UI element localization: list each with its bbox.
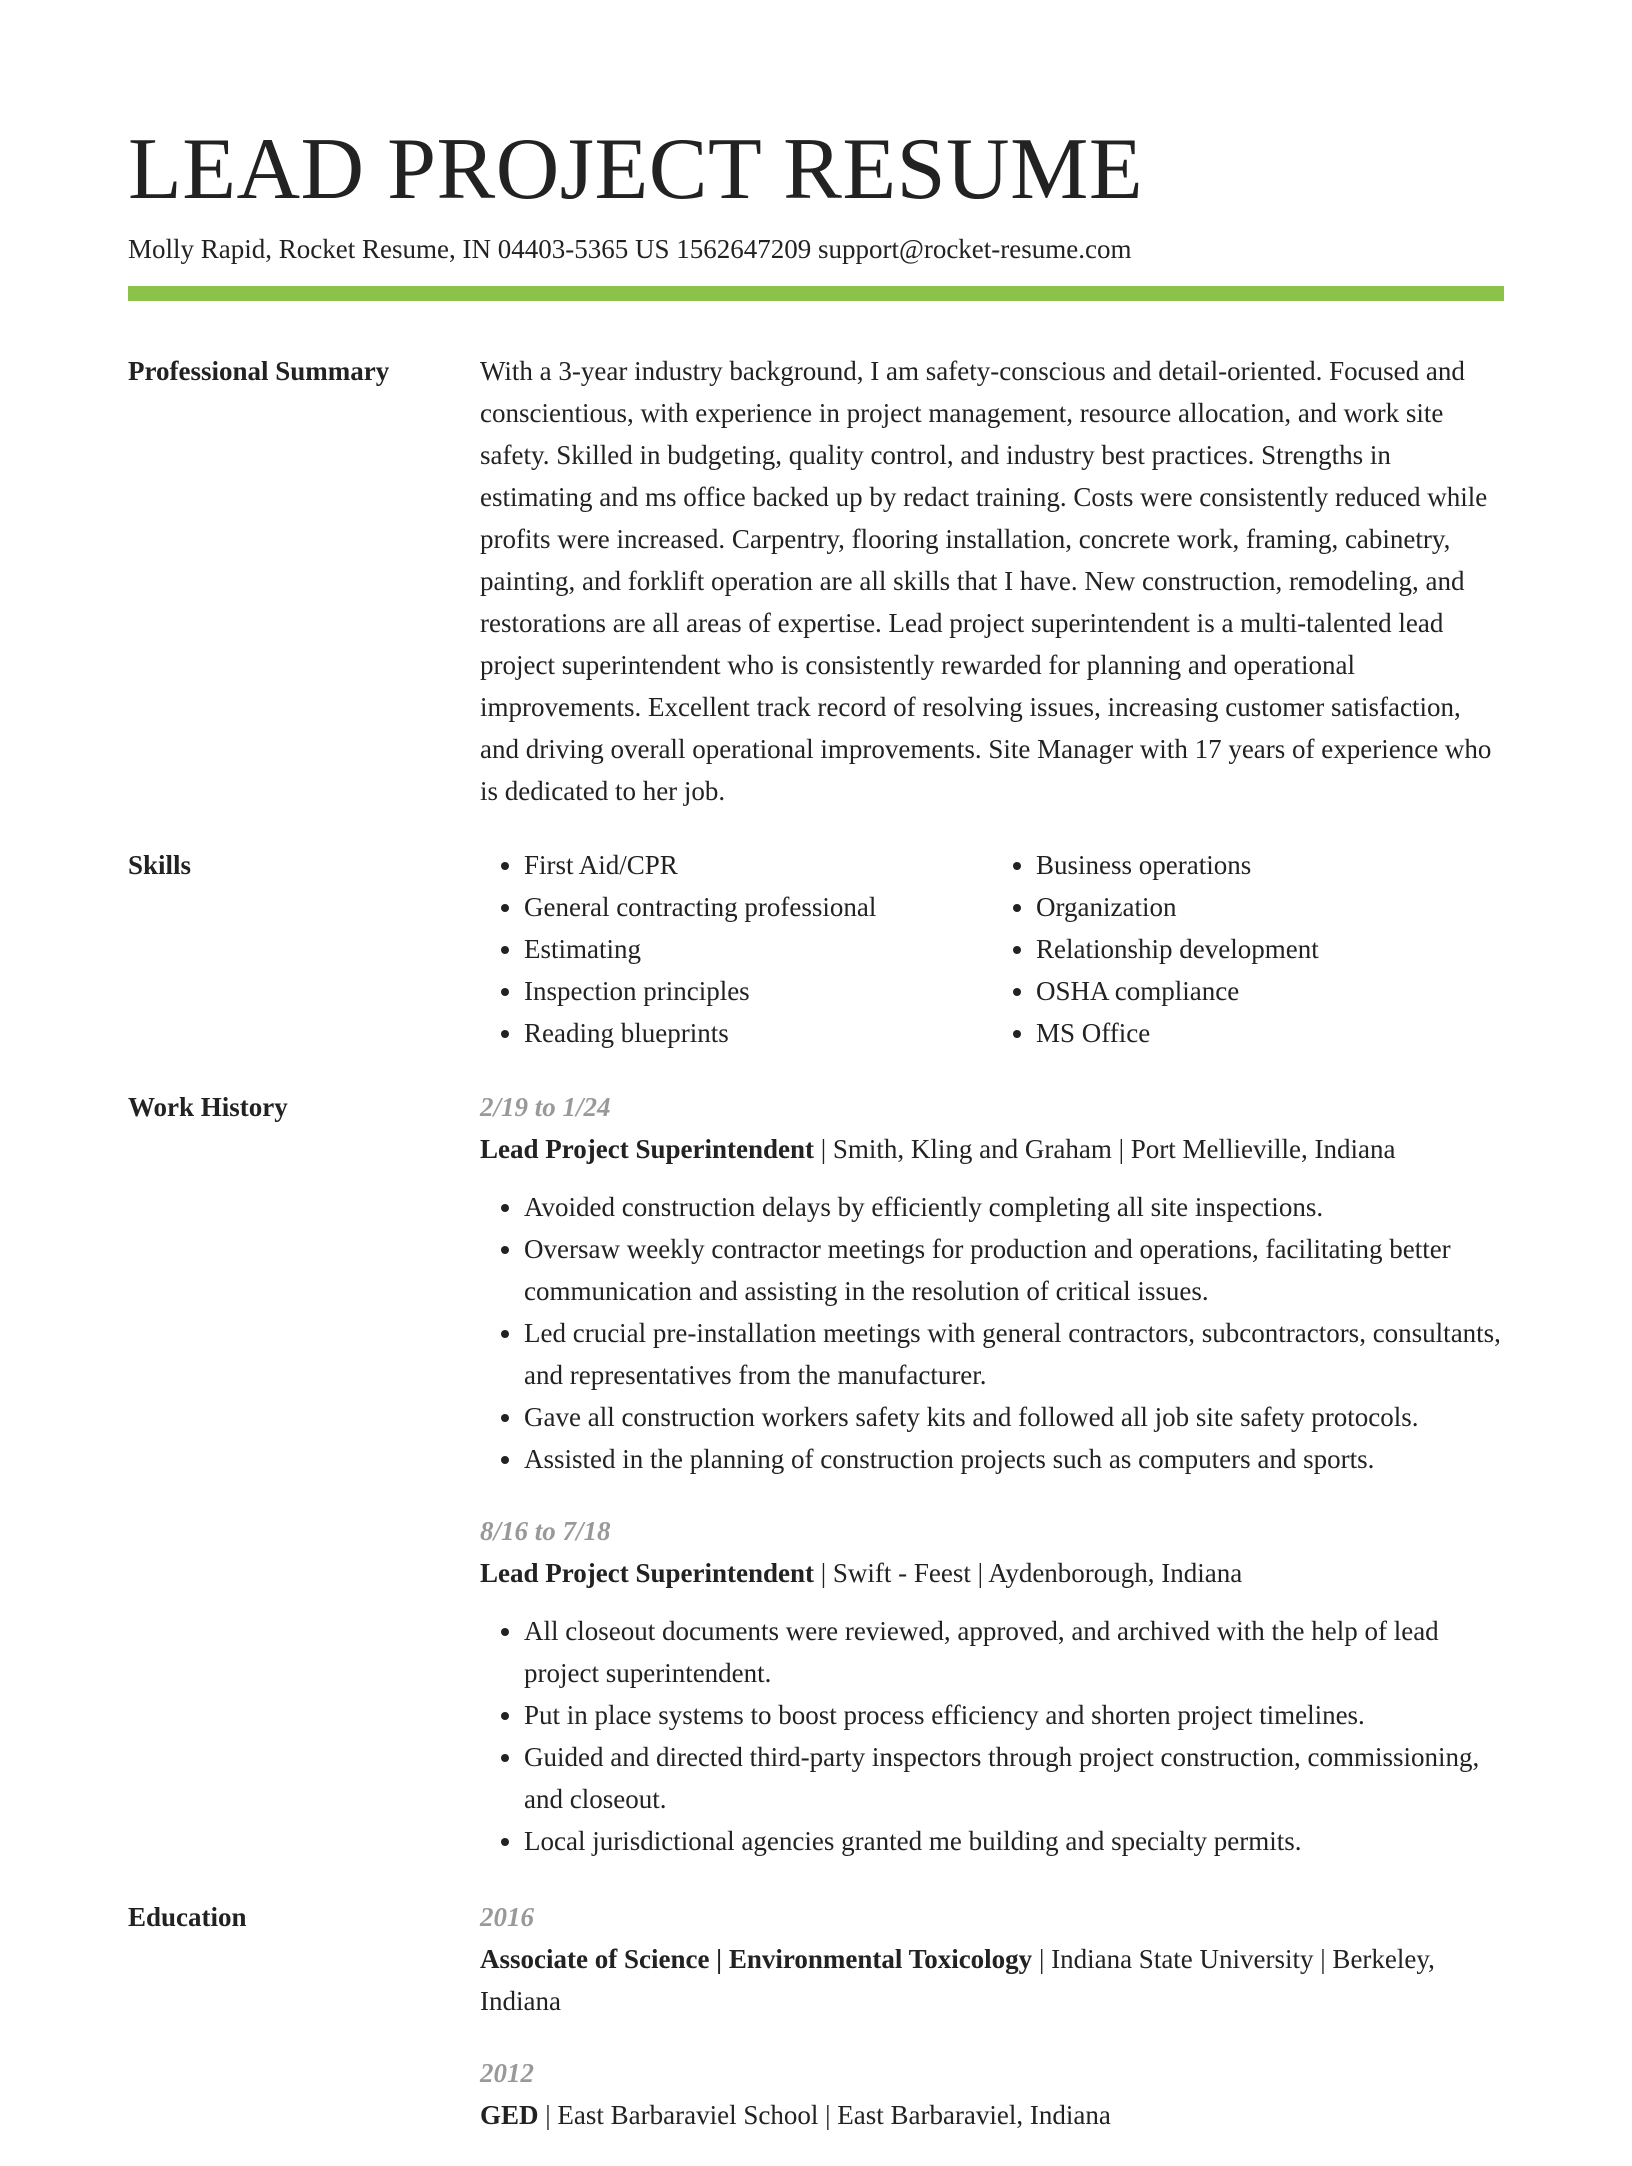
skills-label: Skills [128,850,192,880]
skill-item: • Reading blueprints [524,1012,992,1054]
education-details: | Indiana State University | Berkeley, Indiana [480,1944,1435,2016]
job-bullet: • Local jurisdictional agencies granted me building and specialty permits. [524,1820,1504,1862]
skill-item: • First Aid/CPR [524,844,992,886]
job-bullet: • Guided and directed third-party inspectors through project construction, commissioning, and closeout. [524,1736,1504,1820]
summary-text: With a 3-year industry background, I am safety-conscious and detail-oriented. Focused and conscientious, with experience in project management, resource allocation, and work site safety. Skilled in budgeting, quality control, and industry best practices. Strengths in estimating and ms office backed up by redact training. Costs were consistently reduced while profits were increased. Carpentry, flooring installation, concrete work, framing, cabinetry, painting, and forklift operation are all skills that I have. New construction, remodeling, and restorations are all areas of expertise. Lead project superintendent is a multi-talented lead project superintendent who is consistently rewarded for planning and operational improvements. Excellent track record of resolving issues, increasing customer satisfaction, and driving overall operational improvements. Site Manager with 17 years of experience who is dedicated to her job. [480,356,1492,806]
job-bullets [480,1610,1504,1862]
job-role-line [480,1552,1504,1594]
job-entry [480,1510,1504,1862]
work-history-body [480,1086,1504,1892]
resume-title: LEAD PROJECT RESUME [128,121,1144,218]
job-title: Lead Project Superintendent [480,1558,814,1588]
skill-item: • Inspection principles [524,970,992,1012]
job-bullet: • Put in place systems to boost process efficiency and shorten project timelines. [524,1694,1504,1736]
education-details: | East Barbaraviel School | East Barbaraviel, Indiana [538,2100,1111,2130]
skill-item: • Business operations [1036,844,1504,886]
job-bullets [480,1186,1504,1480]
job-bullet: • Led crucial pre-installation meetings with general contractors, subcontractors, consultants, and representatives from the manufacturer. [524,1312,1504,1396]
summary-label: Professional Summary [128,356,390,386]
education-year: 2016 [480,1902,534,1932]
skill-item: • MS Office [1036,1012,1504,1054]
education-degree: GED [480,2100,539,2130]
contact-line: Molly Rapid, Rocket Resume, IN 04403-5365 US 1562647209 support@rocket-resume.com [128,234,1132,264]
job-bullet: • Assisted in the planning of construction projects such as computers and sports. [524,1438,1504,1480]
summary-body [480,350,1504,812]
job-details: | Swift - Feest | Aydenborough, Indiana [813,1558,1243,1588]
job-bullet: • Oversaw weekly contractor meetings for production and operations, facilitating better communication and assisting in the resolution of critical issues. [524,1228,1504,1312]
job-details: | Smith, Kling and Graham | Port Mellieville, Indiana [813,1134,1396,1164]
job-entry [480,1086,1504,1480]
job-bullet: • All closeout documents were reviewed, approved, and archived with the help of lead project superintendent. [524,1610,1504,1694]
skill-item: • Estimating [524,928,992,970]
education-label: Education [128,1902,247,1932]
skills-body [480,844,1504,1054]
skills-list-right [992,844,1504,1054]
skills-list-left [480,844,992,1054]
education-entry [480,2052,1504,2136]
job-dates: 2/19 to 1/24 [480,1092,611,1122]
job-title: Lead Project Superintendent [480,1134,814,1164]
education-year: 2012 [480,2058,534,2088]
accent-divider [128,286,1504,301]
skill-item: • OSHA compliance [1036,970,1504,1012]
education-entry [480,1896,1504,2022]
education-line [480,2094,1504,2136]
education-line [480,1938,1504,2022]
skill-item: • Relationship development [1036,928,1504,970]
skill-item: • General contracting professional [524,886,992,928]
job-bullet: • Avoided construction delays by efficiently completing all site inspections. [524,1186,1504,1228]
job-bullet: • Gave all construction workers safety kits and followed all job site safety protocols. [524,1396,1504,1438]
education-body [480,1896,1504,2166]
work-history-label: Work History [128,1092,288,1122]
job-role-line [480,1128,1504,1170]
skill-item: • Organization [1036,886,1504,928]
job-dates: 8/16 to 7/18 [480,1516,611,1546]
education-degree: Associate of Science | Environmental Toxicology [480,1944,1033,1974]
